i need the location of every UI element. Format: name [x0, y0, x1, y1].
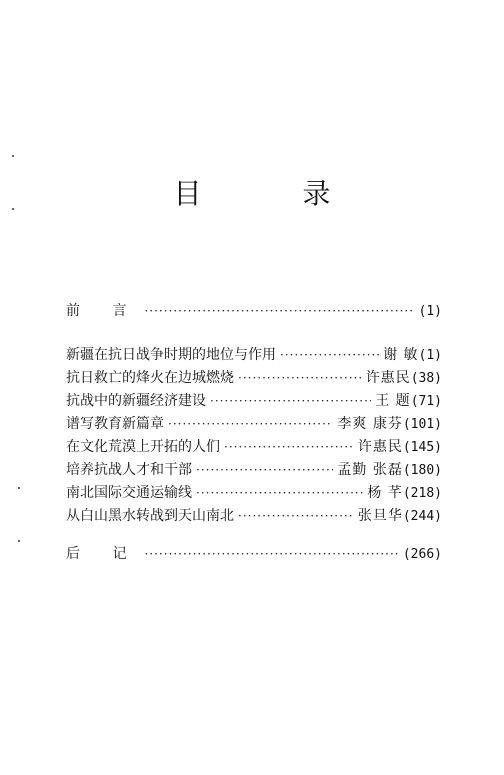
dot-leader: [144, 304, 414, 318]
toc-page: (1): [418, 348, 442, 363]
dot-leader: [238, 509, 354, 523]
dot-leader: [210, 394, 371, 408]
dot-leader: [224, 440, 354, 454]
toc-row[interactable]: [66, 390, 442, 413]
toc-title: 后 记: [66, 546, 141, 562]
toc-page: (71): [410, 394, 442, 409]
toc-row[interactable]: [66, 367, 442, 390]
toc-page: (1): [418, 304, 442, 319]
toc-row-afterword[interactable]: [66, 543, 442, 566]
toc-title: 谱写教育新篇章: [66, 416, 164, 432]
toc-afterword: [66, 543, 442, 566]
toc-title: 抗日救亡的烽火在边城燃烧: [66, 370, 234, 386]
toc-title: 抗战中的新疆经济建设: [66, 393, 206, 409]
toc-row[interactable]: [66, 344, 442, 367]
toc-author: 谢 敏: [383, 347, 419, 363]
scan-speck: [12, 155, 14, 157]
toc-title: 前 言: [66, 303, 141, 319]
toc-page: (101): [402, 417, 442, 432]
scan-speck: [18, 487, 20, 489]
toc-author: 李爽 康芬: [337, 416, 403, 432]
toc-author: 王 题: [375, 393, 411, 409]
dot-leader: [196, 463, 333, 477]
toc-row[interactable]: [66, 482, 442, 505]
toc-page: (244): [402, 509, 442, 524]
dot-leader: [238, 371, 362, 385]
toc-title: 新疆在抗日战争时期的地位与作用: [66, 347, 276, 363]
toc-preface: [66, 300, 442, 323]
page-title: 目 录: [173, 177, 377, 210]
dot-leader: [144, 547, 398, 561]
toc-author: 张旦华: [357, 508, 403, 524]
toc-title: 培养抗战人才和干部: [66, 462, 192, 478]
toc-row[interactable]: [66, 505, 442, 528]
toc-page: (38): [410, 371, 442, 386]
toc-row[interactable]: [66, 413, 442, 436]
toc-title: 从白山黑水转战到天山南北: [66, 508, 234, 524]
toc-row[interactable]: [66, 436, 442, 459]
dot-leader: [280, 348, 379, 362]
toc-title: 在文化荒漠上开拓的人们: [66, 439, 220, 455]
scan-speck: [18, 540, 20, 542]
toc-list: [66, 344, 442, 528]
toc-author: 许惠民: [365, 370, 411, 386]
dot-leader: [196, 486, 363, 500]
toc-page: (145): [402, 440, 442, 455]
toc-page: (266): [402, 547, 442, 562]
toc-row-preface[interactable]: [66, 300, 442, 323]
toc-title: 南北国际交通运输线: [66, 485, 192, 501]
toc-author: 许惠民: [357, 439, 403, 455]
dot-leader: [168, 417, 333, 431]
toc-row[interactable]: [66, 459, 442, 482]
toc-author: 孟勤 张磊: [337, 462, 403, 478]
toc-author: 杨 芊: [367, 485, 403, 501]
toc-page: (180): [402, 463, 442, 478]
toc-page: (218): [402, 486, 442, 501]
